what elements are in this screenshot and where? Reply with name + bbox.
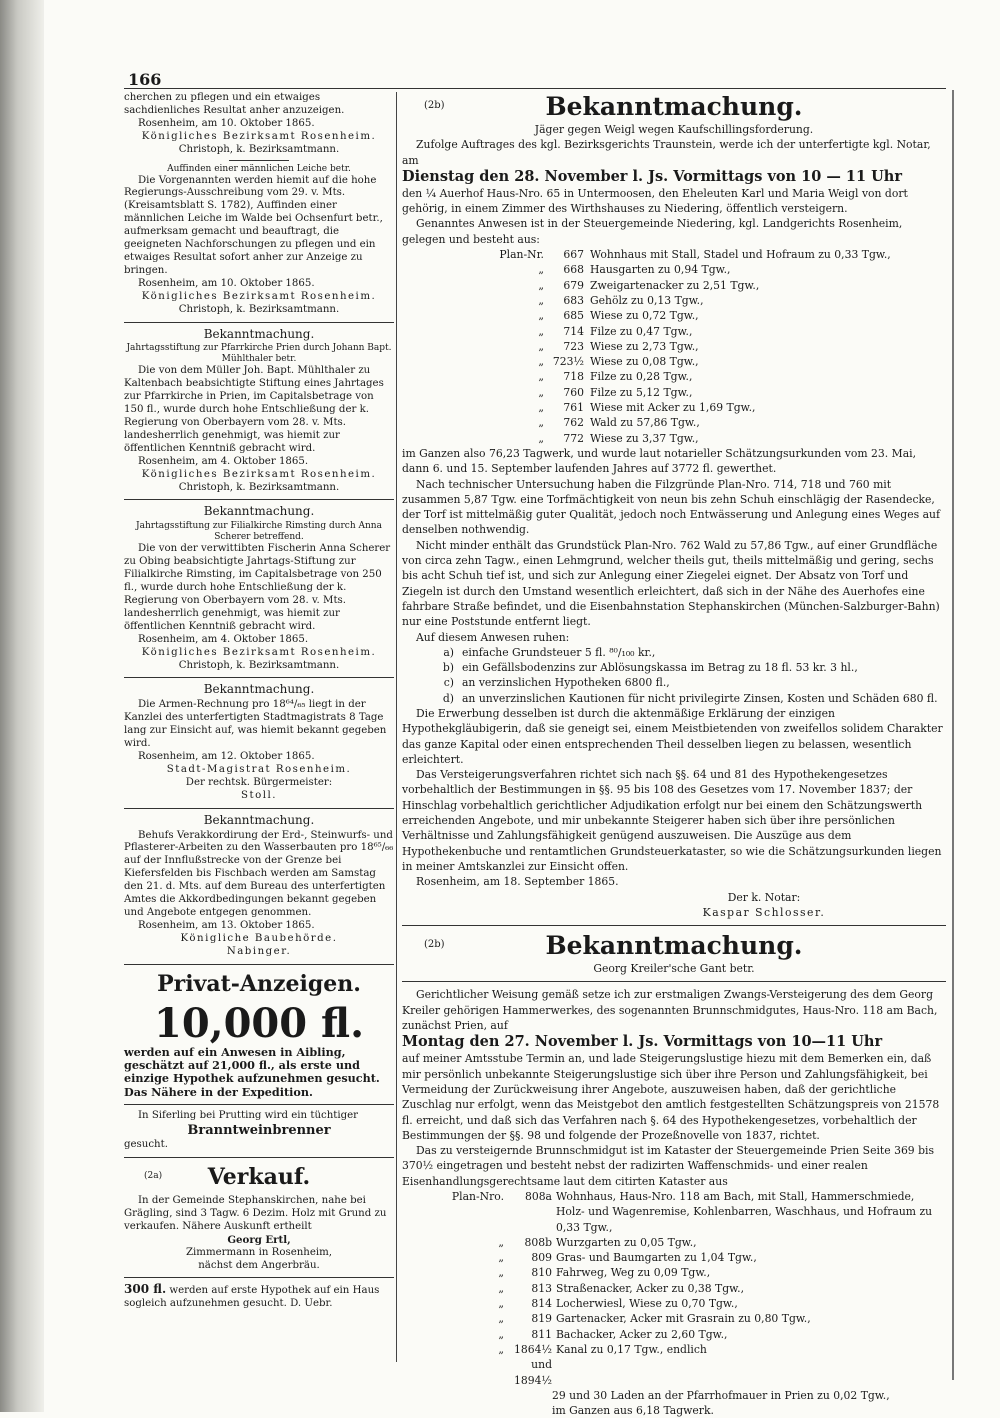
tag: (2a)	[144, 1171, 163, 1181]
body: Die Armen-Rechnung pro 18⁶⁴/₆₅ liegt in der Kanzlei des unterfertigten Stadtmagistrats 8 Tage lang zur Einsicht auf, was hiemit bekannt gegeben wird.	[124, 699, 387, 750]
plot-number: 761	[563, 401, 584, 415]
rule	[124, 322, 394, 323]
signer: Christoph, k. Bezirksamtmann.	[178, 481, 340, 493]
plot-number: 723	[563, 339, 584, 353]
plot-label: „	[498, 1251, 504, 1265]
plot-row	[402, 1235, 946, 1250]
date-line: Rosenheim, am 12. Oktober 1865.	[138, 750, 315, 762]
notice-kreiler	[402, 931, 946, 1418]
short-rule	[229, 160, 289, 161]
heading: Bekanntmachung.	[545, 931, 803, 961]
rule	[124, 1157, 394, 1158]
privat-anzeigen	[124, 970, 394, 1152]
address: nächst dem Angerbräu.	[198, 1259, 320, 1271]
rule	[402, 925, 946, 926]
plot-row	[402, 415, 946, 430]
plot-label: „	[498, 1266, 504, 1280]
plot-number: 819	[531, 1312, 552, 1326]
plot-row	[402, 385, 946, 400]
rule	[124, 808, 394, 809]
plot-label: „	[538, 263, 544, 277]
plot-row	[402, 339, 946, 354]
plot-row	[402, 431, 946, 446]
address: Zimmermann in Rosenheim,	[185, 1246, 333, 1258]
plot-description: Gras- und Baumgarten zu 1,04 Tgw.,	[556, 1251, 757, 1265]
encumbrance-list	[402, 645, 946, 706]
plot-number: 762	[563, 416, 584, 430]
plot-number: 718	[563, 370, 584, 384]
role: Der rechtsk. Bürgermeister:	[185, 776, 333, 788]
notice-intro	[124, 92, 394, 157]
plot-number: 814	[531, 1297, 552, 1311]
item-letter: a)	[443, 645, 454, 659]
heading: Verkauf.	[207, 1164, 311, 1190]
intro: Zufolge Auftrages des kgl. Bezirksgerichts Traunstein, werde ich der unterfertigte kgl. Notar, am	[402, 138, 931, 167]
rule	[124, 499, 394, 500]
plot-number: 811	[531, 1327, 552, 1341]
body: auf meiner Amtsstube Termin an, und lade Steigerungslustige hiezu mit dem Bemerken ein, daß mir persönlich unbekannte Steigerungslustige sich über ihre Person und Zahlungsfähigkeit, bei Vermeidung der Zurückweisung ihrer Angebote, auszuweisen haben, daß der gerichtliche Zuschlag nur erfolgt, wenn das Meistgebot den amtlich festgestellten Schätzungspreis von 21578 fl. erreicht, und daß sich das Verfahren nach §. 64 des Hypothekengesetzes, vorbehaltlich der Bestimmungen der §§. 98 und folgende der Prozeßnovelle von 1837, richtet.	[402, 1052, 940, 1142]
plot-label: „	[538, 431, 544, 445]
plot-label: „	[538, 309, 544, 323]
plot-number: 1864½ und 1894½	[514, 1342, 552, 1387]
plot-row	[402, 293, 946, 308]
plot-label: Plan-Nro.	[451, 1190, 504, 1203]
plot-description: Filze zu 5,12 Tgw.,	[590, 385, 693, 399]
book-gutter	[0, 0, 44, 1412]
plot-number: 668	[563, 263, 584, 277]
plot-description: Wiese zu 0,72 Tgw.,	[590, 309, 699, 323]
plot-label: „	[498, 1297, 504, 1311]
plot-row	[402, 1296, 946, 1311]
body: Das Versteigerungsverfahren richtet sich nach §§. 64 und 81 des Hypothekengesetzes vorbehaltlich der Bestimmungen in §§. 95 bis 108 des Gesetzes vom 17. November 1837; der Hinschlag vorbehaltlich gerichtlicher Adjudikation erfolgt nur bei einem den Schätzungswerth erreichenden Angebote, und mir unbekannte Steigerer haben sich über ihre persönlichen Verhältnisse und Zahlungsfähigkeit genügend auszuweisen. Die Auszüge aus dem Hypothekenbuche und rentamtlichen Grundsteuerkataster, so wie die Schätzungsurkunden liegen in meiner Amtskanzlei zur Einsicht offen.	[402, 768, 942, 873]
signer: Christoph, k. Bezirksamtmann.	[178, 143, 340, 155]
plot-label: „	[538, 355, 544, 369]
plot-number: 808a	[524, 1190, 552, 1203]
left-column	[124, 92, 394, 1311]
plot-label: „	[498, 1342, 504, 1356]
body: Die von dem Müller Joh. Bapt. Mühlthaler zu Kaltenbach beabsichtigte Stiftung eines Jahrtages zur Pfarrkirche in Prien, im Capitalsbetrage von 150 fl., wurde durch hohe Entschließung der k. Regierung von Oberbayern vom 28. v. Mts. landesherrlich genehmigt, was hiemit zur öffentlichen Kenntniß gebracht wird.	[124, 365, 384, 454]
body: Genanntes Anwesen ist in der Steuergemeinde Niedering, kgl. Landgerichts Rosenheim, gelegen und besteht aus:	[402, 217, 903, 246]
notice-bau	[124, 814, 394, 959]
rule	[124, 964, 394, 965]
plot-description: Hausgarten zu 0,94 Tgw.,	[590, 263, 731, 277]
notice-weigl	[402, 92, 946, 920]
plot-row	[402, 369, 946, 384]
notice-armen	[124, 683, 394, 802]
subject: Jahrtagsstiftung zur Pfarrkirche Prien durch Johann Bapt. Mühlthaler betr.	[126, 343, 392, 365]
notice-stiftung-prien	[124, 328, 394, 495]
plot-number: 679	[563, 278, 584, 292]
plot-label: „	[498, 1327, 504, 1341]
plot-row	[402, 262, 946, 277]
plot-description: Wiese mit Acker zu 1,69 Tgw.,	[590, 401, 756, 415]
auction-date: Montag den 27. November l. Js. Vormittags von 10—11 Uhr	[402, 1033, 883, 1051]
plot-description: Gartenacker, Acker mit Grasrain zu 0,80 Tgw.,	[556, 1312, 811, 1326]
auction-date: Dienstag den 28. November l. Js. Vormittags von 10 — 11 Uhr	[402, 167, 902, 185]
plot-list	[402, 247, 946, 446]
date-line: Rosenheim, am 10. Oktober 1865.	[138, 117, 315, 129]
office: Königliche Baubehörde.	[180, 932, 338, 944]
plot-description: Kanal zu 0,17 Tgw., endlich	[556, 1342, 707, 1356]
rule	[124, 1277, 394, 1278]
plot-number: 685	[563, 309, 584, 323]
plot-description: Filze zu 0,28 Tgw.,	[590, 370, 693, 384]
plot-row	[402, 400, 946, 415]
ad-hypothek	[124, 1283, 394, 1311]
office: Königliches Bezirksamt Rosenheim.	[141, 130, 377, 142]
plot-row	[402, 278, 946, 293]
item-text: an unverzinslichen Kautionen für nicht privilegirte Zinsen, Kosten und Schäden 680 fl.	[462, 691, 938, 705]
office: Königliches Bezirksamt Rosenheim.	[141, 646, 377, 658]
body: werden auf erste Hypothek auf ein Haus sogleich aufzunehmen gesucht. D. Uebr.	[124, 1285, 380, 1310]
right-column	[402, 92, 946, 1418]
plot-number: 714	[563, 324, 584, 338]
plot-number: 772	[563, 431, 584, 445]
item-text: einfache Grundsteuer 5 fl. ⁸⁰/₁₀₀ kr.,	[462, 645, 656, 659]
office: Stadt-Magistrat Rosenheim.	[166, 763, 352, 775]
plot-row	[402, 1281, 946, 1296]
date-line: Rosenheim, am 4. Oktober 1865.	[138, 455, 309, 467]
text: cherchen zu pflegen und ein etwaiges sachdienliches Resultat anher anzuzeigen.	[124, 92, 345, 116]
tag: (2b)	[424, 100, 445, 111]
encumbrance-item	[402, 675, 946, 690]
column-divider	[396, 92, 397, 1362]
plot-description: Wald zu 57,86 Tgw.,	[590, 416, 700, 430]
plot-number: 808b	[524, 1235, 552, 1249]
plot-row	[402, 308, 946, 323]
date-line: Rosenheim, am 13. Oktober 1865.	[138, 919, 315, 931]
plot-row	[402, 1189, 946, 1235]
plot-description: Wohnhaus, Haus-Nro. 118 am Bach, mit Stall, Hammerschmiede, Holz- und Wagenremise, Kohlenbarren, Waschhaus, und Hofraum zu 0,33 Tgw.,	[556, 1190, 933, 1234]
plot-list	[402, 1189, 946, 1388]
amount: 10,000 fl.	[153, 999, 365, 1047]
name: Georg Ertl,	[227, 1233, 291, 1246]
plot-extra: 29 und 30 Laden an der Pfarrhofmauer in Prien zu 0,02 Tgw.,	[552, 1388, 890, 1402]
body: Das zu versteigernde Brunnschmidgut ist im Kataster der Steuergemeinde Prien Seite 369 bis 370½ eingetragen und besteht nebst der radizirten Waffenschmids- und einer realen Eisenhandlungsgerechtsame laut dem citirten Kataster aus	[402, 1144, 935, 1188]
subject: Auffinden einer männlichen Leiche betr.	[167, 163, 351, 174]
signer: Christoph, k. Bezirksamtmann.	[178, 659, 340, 671]
amount: 300 fl.	[124, 1282, 167, 1297]
office: Königliches Bezirksamt Rosenheim.	[141, 468, 377, 480]
encumbrance-item	[402, 645, 946, 660]
plot-description: Locherwiesl, Wiese zu 0,70 Tgw.,	[556, 1297, 738, 1311]
plot-description: Bachacker, Acker zu 2,60 Tgw.,	[556, 1327, 728, 1341]
top-rule	[124, 88, 946, 89]
item-letter: b)	[442, 661, 454, 675]
plot-row	[402, 1327, 946, 1342]
item-letter: d)	[442, 691, 454, 705]
heading: Bekanntmachung.	[203, 682, 315, 697]
plot-row	[402, 1250, 946, 1265]
total: im Ganzen aus 6,18 Tagwerk.	[552, 1404, 714, 1418]
subject: Jäger gegen Weigl wegen Kaufschillingsforderung.	[534, 123, 814, 136]
encumbrance-item	[402, 660, 946, 675]
subject: Georg Kreiler'sche Gant betr.	[593, 962, 755, 976]
plot-label: Plan-Nr.	[499, 248, 544, 262]
plot-label: „	[538, 324, 544, 338]
plot-label: „	[498, 1312, 504, 1326]
body: den ¼ Auerhof Haus-Nro. 65 in Untermoosen, den Eheleuten Karl und Maria Weigl von dort gehörig, in einem Zimmer des Wirthshauses zu Niedering, öffentlich versteigern.	[402, 186, 908, 216]
plot-description: Wurzgarten zu 0,05 Tgw.,	[556, 1235, 697, 1249]
plot-number: 810	[531, 1266, 552, 1280]
body: Die von der verwittibten Fischerin Anna Scherer zu Obing beabsichtigte Jahrtags-Stiftung zur Filialkirche Rimsting, im Capitalsbetrage von 250 fl., wurde durch hohe Entschließung der k. Regierung von Oberbayern vom 28. v. Mts. landesherrlich genehmigt, was hiemit zur öffentlichen Kenntniß gebracht wird.	[124, 543, 391, 632]
plot-row	[402, 324, 946, 339]
body: Behufs Verakkordirung der Erd-, Steinwurfs- und Pflasterer-Arbeiten zu den Wasserbauten pro 18⁶⁵/₆₆ auf der Innflußstrecke von der Grenze bei Kiefersfelden bis Fischbach werden am Samstag den 21. d. Mts. auf dem Bureau des unterfertigten Amtes die Akkordbedingungen bekannt gegeben und Angebote entgegen genommen.	[124, 829, 394, 918]
ad-verkauf	[124, 1163, 394, 1272]
page-number: 166	[128, 70, 162, 89]
signer: Nabinger.	[226, 945, 292, 957]
plot-label: „	[538, 293, 544, 307]
plot-number: 809	[531, 1251, 552, 1265]
plot-row	[402, 354, 946, 369]
plot-description: Wiese zu 2,73 Tgw.,	[590, 339, 699, 353]
plot-number: 683	[563, 293, 584, 307]
heading: Bekanntmachung.	[545, 92, 803, 121]
page-edge	[952, 90, 954, 1380]
item-text: ein Gefällsbodenzins zur Ablösungskassa im Betrag zu 18 fl. 53 kr. 3 hl.,	[462, 661, 858, 675]
date-line: Rosenheim, am 4. Oktober 1865.	[138, 633, 309, 645]
ad-body: werden auf ein Anwesen in Aibling, geschätzt auf 21,000 fl., als erste und einzige Hypothek aufzunehmen gesucht. Das Nähere in der Expedition.	[124, 1044, 380, 1099]
plot-description: Wiese zu 3,37 Tgw.,	[590, 431, 699, 445]
signer: Stoll.	[241, 789, 277, 801]
item-text: an verzinslichen Hypotheken 6800 fl.,	[462, 676, 670, 690]
notice-leiche	[124, 164, 394, 317]
heading: Bekanntmachung.	[203, 326, 315, 341]
signer: Kaspar Schlosser.	[702, 905, 826, 919]
body: Die Vorgenannten werden hiemit auf die hohe Regierungs-Ausschreibung vom 29. v. Mts. (Kreisamtsblatt S. 1782), Auffinden einer männlichen Leiche im Walde bei Ochsenfurt betr., aufmerksam gemacht und beauftragt, die geeigneten Nachforschungen zu pflegen und ein etwaiges Resultat sofort anher zur Anzeige zu bringen.	[124, 174, 383, 276]
ad-bold-word: Branntweinbrenner	[187, 1123, 331, 1139]
heading: Bekanntmachung.	[203, 812, 315, 827]
plot-label: „	[538, 401, 544, 415]
plot-number: 813	[531, 1281, 552, 1295]
plot-description: Filze zu 0,47 Tgw.,	[590, 324, 693, 338]
plot-number: 760	[563, 385, 584, 399]
item-letter: c)	[443, 676, 454, 690]
plot-label: „	[538, 339, 544, 353]
body: Die Erwerbung desselben ist durch die aktenmäßige Erklärung der einzigen Hypothekgläubigerin, daß sie geneigt sei, einem Meistbietenden von zweifellos solidem Charakter das ganze Kapital oder einen entsprechenden Theil desselben liegen zu belassen, wesentlich erleichtert.	[402, 706, 943, 766]
body: In der Gemeinde Stephanskirchen, nahe bei Grägling, sind 3 Tagw. 6 Dezim. Holz mit Grund zu verkaufen. Nähere Auskunft ertheilt	[124, 1195, 387, 1232]
encumbrance-item	[402, 691, 946, 706]
subject: Jahrtagsstiftung zur Filialkirche Rimsting durch Anna Scherer betreffend.	[136, 521, 382, 543]
body: Nicht minder enthält das Grundstück Plan-Nro. 762 Wald zu 57,86 Tgw., auf einer Grundfläche von circa zehn Tagw., einen Lehmgrund, welcher theils gut, theils mittelmäßig und gering, sechs bis acht Schuh tief ist, und sich zur Anlegung einer Ziegelei eignet. Der Absatz von Torf und Ziegeln ist durch den Umstand wesentlich erleichtert, daß sich in der Nähe des Auerhofes eine fahrbare Straße befindet, und die Eisenbahnstation Stephanskirchen (München-Salzburger-Bahn) nur eine Poststunde entfernt liegt.	[402, 538, 940, 629]
section-heading: Privat-Anzeigen.	[157, 970, 361, 997]
plot-row	[402, 247, 946, 262]
plot-number: 667	[563, 248, 584, 262]
plot-description: Gehölz zu 0,13 Tgw.,	[590, 293, 704, 307]
plot-description: Fahrweg, Weg zu 0,09 Tgw.,	[556, 1266, 711, 1280]
intro: Gerichtlicher Weisung gemäß setze ich zur erstmaligen Zwangs-Versteigerung des dem Georg Kreiler gehörigen Hammerwerkes, des sogenannten Brunnschmidgutes, Haus-Nro. 118 am Bach, zunächst Prien, auf	[402, 988, 938, 1033]
date-line: Rosenheim, am 18. September 1865.	[416, 875, 619, 889]
plot-label: „	[538, 278, 544, 292]
plot-number: 723½	[552, 355, 584, 369]
total: im Ganzen also 76,23 Tagwerk, und wurde laut notarieller Schätzungsurkunden vom 23. Mai, dann 6. und 15. September laufenden Jahres auf 3772 fl. gewerthet.	[402, 446, 917, 476]
plot-description: Wohnhaus mit Stall, Stadel und Hofraum zu 0,33 Tgw.,	[590, 248, 891, 262]
plot-label: „	[538, 370, 544, 384]
heading: Bekanntmachung.	[203, 504, 315, 519]
plot-row	[402, 1265, 946, 1280]
plot-label: „	[498, 1235, 504, 1249]
plot-description: Zweigartenacker zu 2,51 Tgw.,	[590, 278, 760, 292]
rule	[124, 677, 394, 678]
office: Königliches Bezirksamt Rosenheim.	[141, 290, 377, 302]
ad-text: In Siferling bei Prutting wird ein tüchtiger	[138, 1110, 359, 1122]
ad-text: gesucht.	[124, 1139, 168, 1151]
plot-label: „	[538, 416, 544, 430]
tag: (2b)	[424, 939, 445, 951]
rule	[402, 981, 946, 982]
body: Auf diesem Anwesen ruhen:	[416, 630, 570, 644]
plot-label: „	[498, 1281, 504, 1295]
plot-description: Wiese zu 0,08 Tgw.,	[590, 355, 699, 369]
body: Nach technischer Untersuchung haben die Filzgründe Plan-Nro. 714, 718 und 760 mit zusammen 5,87 Tgw. eine Torfmächtigkeit von neun bis zehn Schuh einschlägig der Rasendecke, der Torf ist mittelmäßig guter Qualität, jedoch noch Entwässerung und Anlegung eines Weges auf denselben nothwendig.	[402, 477, 940, 537]
plot-row	[402, 1342, 946, 1388]
plot-label: „	[538, 385, 544, 399]
plot-row	[402, 1311, 946, 1326]
role: Der k. Notar:	[727, 890, 801, 904]
rule	[124, 1104, 394, 1105]
notice-stiftung-rimsting	[124, 505, 394, 672]
plot-description: Straßenacker, Acker zu 0,38 Tgw.,	[556, 1281, 744, 1295]
signer: Christoph, k. Bezirksamtmann.	[178, 303, 340, 315]
date-line: Rosenheim, am 10. Oktober 1865.	[138, 277, 315, 289]
